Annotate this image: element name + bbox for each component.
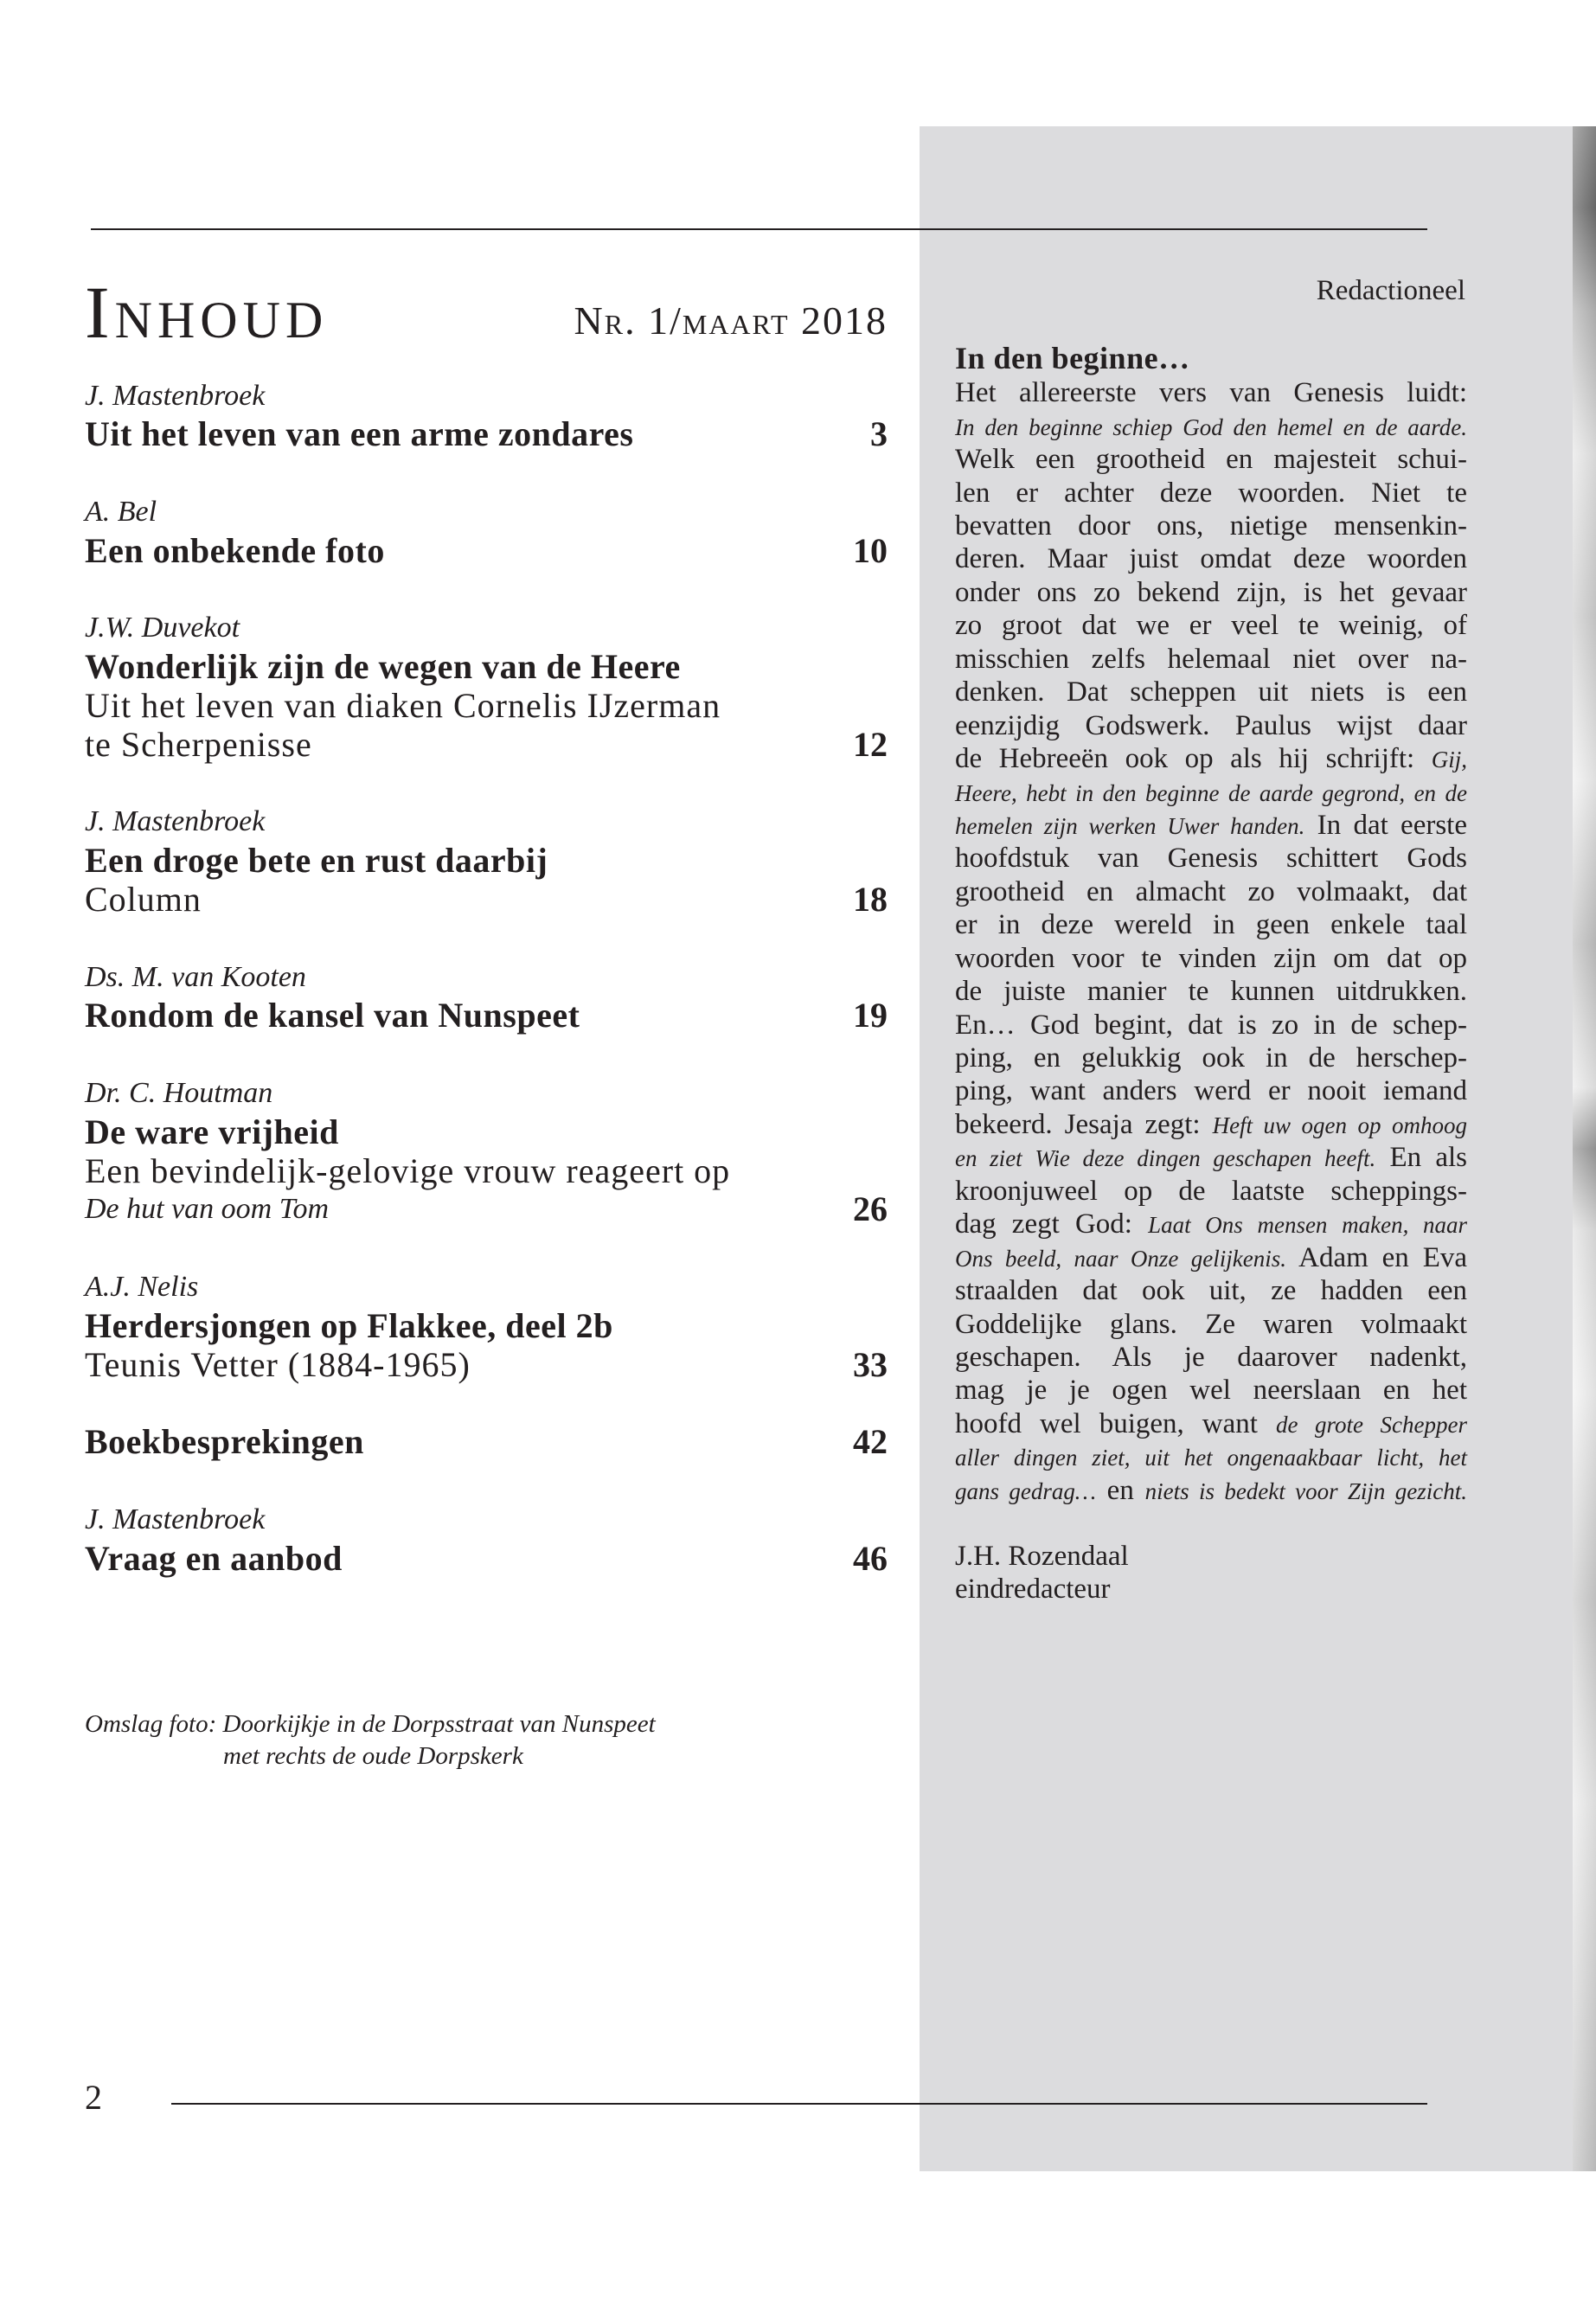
italic-text-segment: aller dingen ziet, uit het ongenaakbaar licht, het [955, 1445, 1467, 1471]
text-segment: kroonjuweel op de laatste scheppings- [955, 1175, 1467, 1207]
cover-photo-edge [1573, 126, 1596, 2171]
text-segment: er in deze wereld in geen enkele taal [955, 909, 1467, 941]
body-line [955, 477, 1467, 510]
toc-page-number: 12 [853, 724, 888, 764]
body-line [955, 1440, 1467, 1473]
text-segment: En als [1375, 1142, 1467, 1174]
body-line [955, 1042, 1467, 1074]
body-line [955, 742, 1467, 775]
body-line [955, 776, 1467, 809]
italic-text-segment: Heft uw ogen op omhoog [1212, 1112, 1468, 1138]
toc-page-number: 18 [853, 879, 888, 919]
text-segment: de Hebreeën ook op als hij schrijft: [955, 743, 1432, 775]
signature-name: J.H. Rozendaal [955, 1541, 1129, 1572]
toc-subtitle: Teunis Vetter (1884-1965) [85, 1344, 471, 1384]
toc-page-number: 3 [870, 414, 888, 454]
body-line [955, 1407, 1467, 1440]
text-segment: En… God begint, dat is zo in de schep- [955, 1009, 1467, 1041]
toc-title: Vraag en aanbod [85, 1538, 343, 1578]
text-segment: denken. Dat scheppen uit niets is een [955, 676, 1467, 708]
toc-author: Ds. M. van Kooten [85, 960, 306, 993]
text-segment: Adam en Eva [1286, 1241, 1468, 1273]
text-segment: grootheid en almacht zo volmaakt, dat [955, 875, 1467, 907]
body-line [955, 908, 1467, 941]
top-rule [91, 228, 1427, 230]
italic-text-segment: Gij, [1431, 747, 1467, 773]
toc-subtitle: Een bevindelijk-gelovige vrouw reageert op [85, 1150, 731, 1190]
text-segment: dag zegt God: [955, 1208, 1149, 1240]
cover-caption-line-2: met rechts de oude Dorpskerk [223, 1741, 523, 1770]
text-segment: eenzijdig Godswerk. Paulus wijst daar [955, 709, 1467, 741]
toc-title: Herdersjongen op Flakkee, deel 2b [85, 1305, 613, 1345]
table-of-contents [85, 377, 888, 1618]
italic-text-segment: In den beginne schiep God den hemel en de aarde. [955, 413, 1467, 440]
text-segment: onder ons zo bekend zijn, is het gevaar [955, 576, 1467, 608]
toc-subtitle: De hut van oom Tom [85, 1193, 330, 1226]
toc-page-number: 46 [853, 1538, 888, 1578]
text-segment: misschien zelfs helemaal niet over na- [955, 643, 1467, 675]
body-line [955, 576, 1467, 609]
text-segment: geschapen. Als je daarover nadenkt, [955, 1341, 1467, 1373]
toc-subtitle: Uit het leven van diaken Cornelis IJzerman [85, 685, 721, 725]
toc-page-number: 33 [853, 1344, 888, 1384]
body-line [955, 1474, 1467, 1507]
body-line [955, 809, 1467, 842]
body-line [955, 410, 1467, 443]
body-line [955, 643, 1467, 676]
toc-entry [85, 1501, 888, 1579]
body-line [955, 1374, 1467, 1407]
text-segment: Welk een grootheid en majesteit schui- [955, 444, 1467, 476]
text-segment: de juiste manier te kunnen uitdrukken. [955, 976, 1467, 1008]
section-label: Redactioneel [1316, 275, 1465, 306]
toc-title: Een droge bete en rust daarbij [85, 841, 548, 881]
text-segment: Goddelijke glans. Ze waren volmaakt [955, 1308, 1467, 1340]
text-segment: hoofdstuk van Genesis schittert Gods [955, 843, 1467, 875]
body-line [955, 510, 1467, 542]
toc-title: Boekbesprekingen [85, 1422, 364, 1462]
toc-author: J. Mastenbroek [85, 805, 266, 838]
text-segment: Het allereerste vers van Genesis luidt: [955, 377, 1467, 409]
toc-subtitle: te Scherpenisse [85, 724, 312, 764]
text-segment: ping, en gelukkig ook in de herschep- [955, 1042, 1467, 1074]
toc-entry [85, 1268, 888, 1384]
editorial-heading: In den beginne… [955, 341, 1190, 375]
body-line [955, 443, 1467, 476]
contents-title: Inhoud [85, 271, 329, 354]
text-segment: In dat eerste [1304, 809, 1467, 841]
toc-title: Rondom de kansel van Nunspeet [85, 996, 580, 1035]
toc-author: J. Mastenbroek [85, 1503, 266, 1535]
toc-author: J.W. Duvekot [85, 612, 240, 644]
body-line [955, 709, 1467, 742]
text-segment: woorden voor te vinden zijn om dat op [955, 942, 1467, 974]
italic-text-segment: gans gedrag… [955, 1477, 1096, 1504]
toc-page-number: 19 [853, 996, 888, 1035]
toc-entry [85, 803, 888, 919]
signature-role: eindredacteur [955, 1574, 1111, 1605]
toc-subtitle: Column [85, 879, 202, 919]
italic-text-segment: niets is bedekt voor Zijn gezicht. [1144, 1477, 1467, 1504]
text-segment: deren. Maar juist omdat deze woorden [955, 543, 1467, 575]
italic-text-segment: hemelen zijn werken Uwer handen. [955, 812, 1305, 839]
body-line [955, 1175, 1467, 1208]
toc-entry [85, 609, 888, 764]
toc-author: A.J. Nelis [85, 1270, 199, 1303]
italic-text-segment: de grote Schepper [1275, 1411, 1467, 1438]
text-segment: bevatten door ons, nietige mensenkin- [955, 510, 1467, 542]
body-line [955, 1108, 1467, 1141]
body-line [955, 1241, 1467, 1274]
toc-title: Uit het leven van een arme zondares [85, 414, 634, 454]
italic-text-segment: Ons beeld, naar Onze gelijkenis. [955, 1245, 1287, 1272]
editorial-body [955, 376, 1467, 1507]
toc-entry [85, 377, 888, 455]
toc-page-number: 26 [853, 1189, 888, 1229]
body-line [955, 376, 1467, 409]
italic-text-segment: Laat Ons mensen maken, naar [1148, 1212, 1467, 1239]
toc-entry [85, 1074, 888, 1229]
text-segment: hoofd wel buigen, want [955, 1407, 1276, 1439]
body-line [955, 875, 1467, 908]
body-line [955, 609, 1467, 642]
body-line [955, 676, 1467, 708]
toc-title: De ware vrijheid [85, 1112, 339, 1151]
body-line [955, 1141, 1467, 1174]
body-line [955, 1208, 1467, 1240]
body-line [955, 942, 1467, 975]
text-segment: ping, want anders werd er nooit iemand [955, 1075, 1467, 1107]
toc-author: Dr. C. Houtman [85, 1076, 273, 1109]
text-segment: bekeerd. Jesaja zegt: [955, 1108, 1213, 1140]
toc-title: Wonderlijk zijn de wegen van de Heere [85, 647, 681, 687]
toc-title: Een onbekende foto [85, 530, 385, 570]
text-segment: straalden dat ook uit, ze hadden een [955, 1275, 1467, 1307]
body-line [955, 1009, 1467, 1042]
body-line [955, 1074, 1467, 1107]
italic-text-segment: Heere, hebt in den beginne de aarde gegrond, en de [955, 779, 1467, 806]
issue-label: Nr. 1/maart 2018 [574, 298, 888, 343]
cover-caption-line-1: Omslag foto: Doorkijkje in de Dorpsstraat van Nunspeet [85, 1709, 656, 1738]
text-segment: zo groot dat we er veel te weinig, of [955, 610, 1467, 642]
toc-entry [85, 1423, 888, 1462]
body-line [955, 1274, 1467, 1307]
body-line [955, 1341, 1467, 1374]
page-number: 2 [85, 2078, 102, 2117]
toc-entry [85, 493, 888, 571]
body-line [955, 1308, 1467, 1341]
text-segment: len er achter deze woorden. Niet te [955, 477, 1467, 509]
italic-text-segment: en ziet Wie deze dingen geschapen heeft. [955, 1145, 1376, 1172]
toc-author: A. Bel [85, 495, 157, 528]
body-line [955, 842, 1467, 875]
toc-entry [85, 958, 888, 1036]
body-line [955, 542, 1467, 575]
text-segment: en [1095, 1474, 1145, 1506]
toc-author: J. Mastenbroek [85, 379, 266, 412]
body-line [955, 975, 1467, 1008]
toc-page-number: 42 [853, 1422, 888, 1462]
bottom-rule [171, 2103, 1427, 2105]
toc-page-number: 10 [853, 530, 888, 570]
text-segment: mag je je ogen wel neerslaan en het [955, 1375, 1467, 1407]
